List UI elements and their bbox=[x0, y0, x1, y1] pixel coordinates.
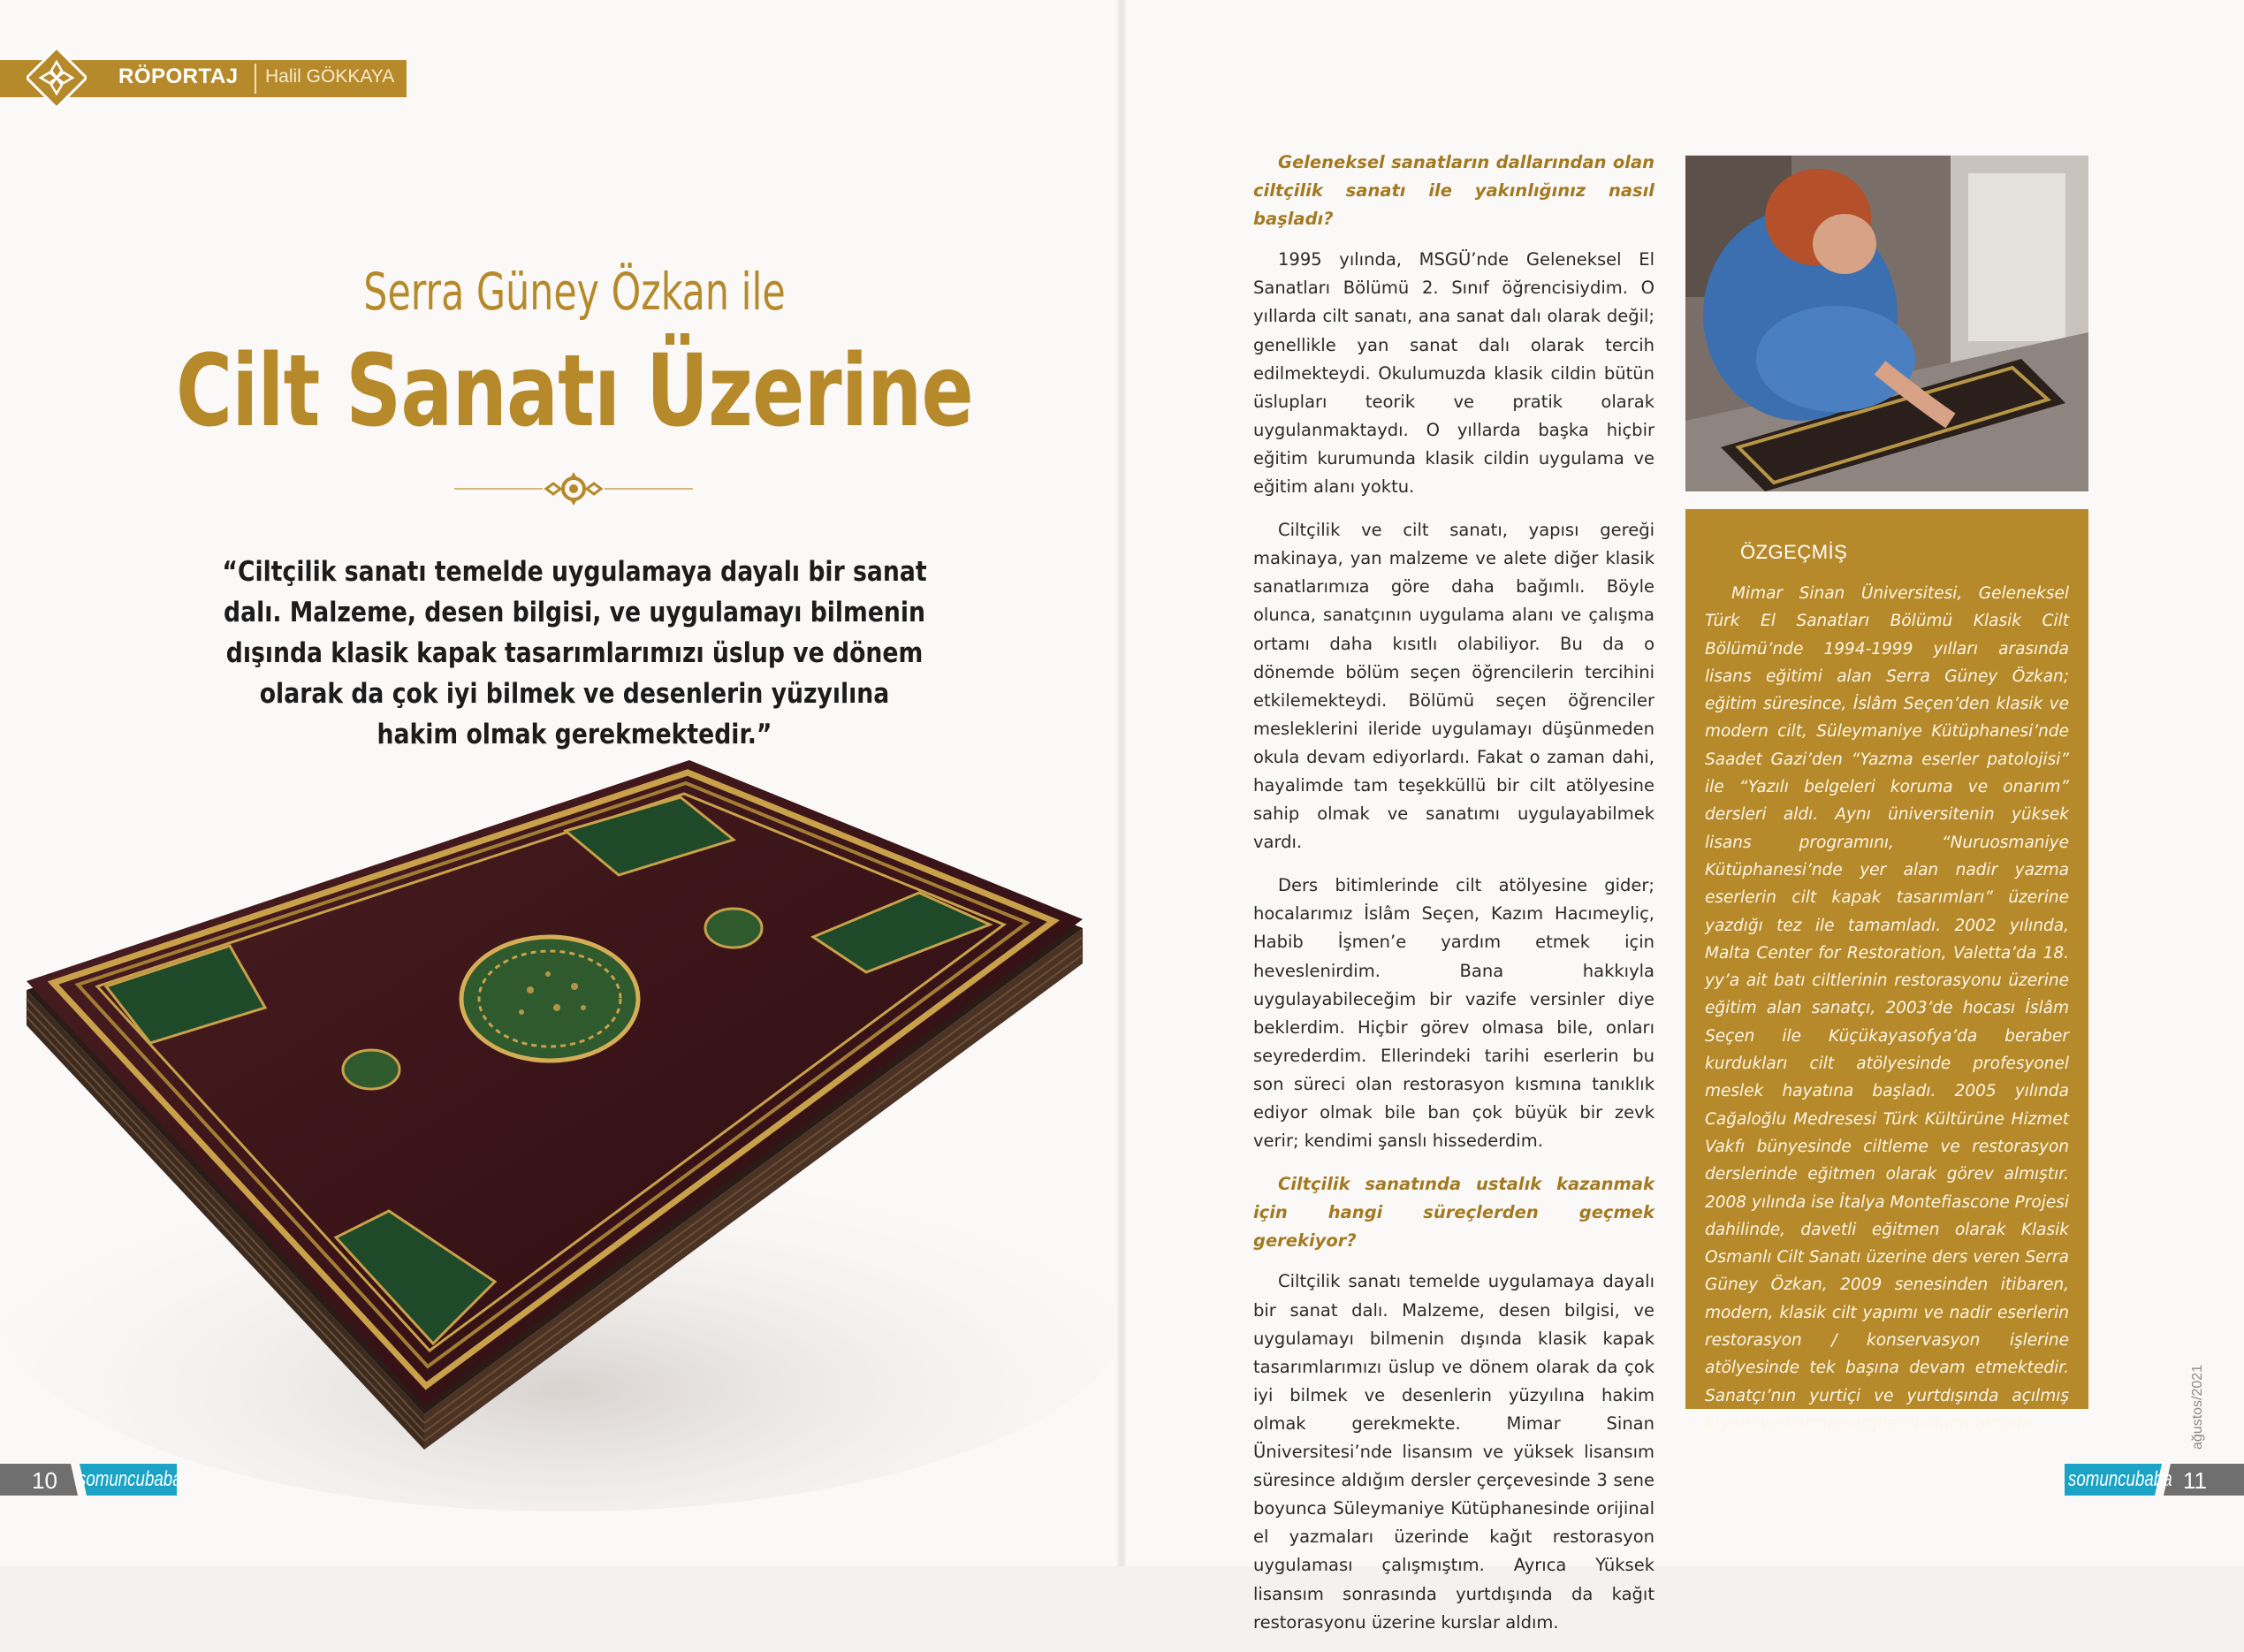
header-separator bbox=[255, 64, 256, 94]
article-body bbox=[1253, 148, 1654, 1652]
page-number-right: 11 bbox=[2183, 1467, 2207, 1494]
brand-logo-right: somuncubaba bbox=[2068, 1467, 2172, 1491]
answer-paragraph-3: Ders bitimlerinde cilt atölyesine gider; hocalarımız İslâm Seçen, Kazım Hacımeyliç, Habib İşmen’e yardım etmek için heveslenirdim. Bana hakkıyla uygulayabileceğim bir vazife versinler diye beklerdim. Hiçbir görev olmasa bile, onları seyrederdim. Ellerindeki tarihi eserlerin bu son süreci olan restorasyon kısmına tanıklık ediyor olmak bile ban çok büyük bir zevk verir; kendimi şanslı hissederdim. bbox=[1253, 875, 1654, 1152]
brand-logo-left: somuncubaba bbox=[78, 1467, 182, 1491]
article-subtitle: Serra Güney Özkan ile bbox=[363, 262, 786, 322]
interview-question-2: Ciltçilik sanatında ustalık kazanmak için hangi süreçlerden geçmek gerekiyor? bbox=[1253, 1174, 1654, 1252]
answer-paragraph-4: Ciltçilik sanatı temelde uygulamaya dayalı bir sanat dalı. Malzeme, desen bilgisi, ve uygulamayı bilmenin dışında klasik kapak tasarımlarımızı üslup ve dönem olarak da çok iyi bilmek ve desenlerin yüzyılına hakim olmak gerekmekte. Mimar Sinan Üniversitesi’nde lisansım ve yüksek lisansım süresince aldığım dersler çerçevesinde 3 sene boyunca Süleymaniye Kütüphanesinde orijinal el yazmaları üzerinde kağıt restorasyon uygulaması çalışmıştım. Ayrıca Yüksek lisansım sonrasında yurtdışında da kağıt restorasyonu üzerine kurslar aldım. bbox=[1253, 1271, 1654, 1633]
biography-title: ÖZGEÇMİŞ bbox=[1740, 541, 1848, 563]
book-cover-image bbox=[0, 742, 1114, 1520]
page-number-left: 10 bbox=[32, 1467, 57, 1494]
interview-question-1: Geleneksel sanatların dallarından olan ciltçilik sanatı ile yakınlığınız nasıl başladı? bbox=[1253, 152, 1654, 230]
biography-box bbox=[1685, 509, 2088, 1433]
article-title: Cilt Sanatı Üzerine bbox=[176, 334, 973, 449]
pull-quote: “Ciltçilik sanatı temelde uygulamaya dayalı bir sanat dalı. Malzeme, desen bilgisi, ve uygulamayı bilmenin dışında klasik kapak tasarımlarımızı üslup ve dönem olarak da çok iyi bilmek ve desenlerin yüzyılına hakim olmak gerekmektedir.” bbox=[222, 556, 927, 750]
diamond-ornament-icon bbox=[27, 48, 87, 108]
section-label: RÖPORTAJ bbox=[118, 65, 239, 88]
biography-text: Mimar Sinan Üniversitesi, Geleneksel Türk El Sanatları Bölümü Klasik Cilt Bölümü’nde 1994-1999 yılları arasında lisans eğitimi alan Serra Güney Özkan; eğitim süresince, İslâm Seçen’den klasik ve modern cilt, Süleymaniye Kütüphanesi’nde Saadet Gazi’den “Yazma eserler patolojisi” ile “Yazılı belgeleri koruma ve onarım” dersleri aldı. Aynı üniversitenin yüksek lisans programını, “Nuruosmaniye Kütüphanesi’nde yer alan nadir yazma eserlerin cilt kapak tasarımları” üzerine yazdığı tez ile tamamladı. 2002 yılında, Malta Center for Restoration, Valetta’da 18. yy’a ait batı ciltlerinin restorasyonu üzerine eğitim alan sanatçı, 2003’de hocası İslâm Seçen ile Küçükayasofya’da beraber kurdukları cilt atölyesinde profesyonel meslek hayatına başladı. 2005 yılında Cağaloğlu Medresesi Türk Kültürüne Hizmet Vakfı bünyesinde ciltleme ve restorasyon derslerinde eğitmen olarak görev almıştır. 2008 yılında ise İtalya Montefiascone Projesi dahilinde, davetli eğitmen olarak Klasik Osmanlı Cilt Sanatı üzerine ders veren Serra Güney Özkan, 2009 senesinden itibaren, modern, klasik cilt yapımı ve nadir eserlerin restorasyon / konservasyon işlerine atölyesinde tek başına devam etmektedir. Sanatçı’nın yurtiçi ve yurtdışında açılmış kişisel ve karma sergileri bulunmaktadır. bbox=[1705, 584, 2069, 1433]
answer-paragraph-2: Ciltçilik ve cilt sanatı, yapısı gereği makinaya, yan malzeme ve alete diğer klasik sanatlarımıza göre daha bağımlı. Böyle olunca, sanatçının uygulama alanı ve çalışma ortamı daha kısıtlı olabiliyor. Bu da o dönemde bölüm seçen öğrencilerin tercihini etkilemekteydi. Bölümü seçen öğrenciler mesleklerini ileride uygulamayı düşünmeden okula devam ediyorlardı. Fakat o zaman dahi, hayalimde tam teşekküllü bir cilt atölyesine sahip olmak ve sanatımı uygulayabilmek vardı. bbox=[1253, 520, 1654, 853]
title-divider-ornament-icon bbox=[454, 468, 693, 509]
answer-paragraph-1: 1995 yılında, MSGÜ’nde Geleneksel El Sanatları Bölümü 2. Sınıf öğrencisiydim. O yıllarda cilt sanatı, ana sanat dalı olarak değil; genellikle yan sanat dalı olarak tercih edilmekteydi. Okulumuzda klasik cildin bütün üslupları teorik ve pratik olarak uygulanmaktaydı. O yıllarda başka hiçbir eğitim kurumunda klasik cildin uygulama ve eğitim alanı yoktu. bbox=[1253, 249, 1654, 498]
page-gutter bbox=[1117, 0, 1126, 1566]
artist-working-photo bbox=[1685, 156, 2088, 491]
issue-date: ağustos/2021 bbox=[2190, 1364, 2205, 1450]
author-name: Halil GÖKKAYA bbox=[265, 66, 395, 87]
